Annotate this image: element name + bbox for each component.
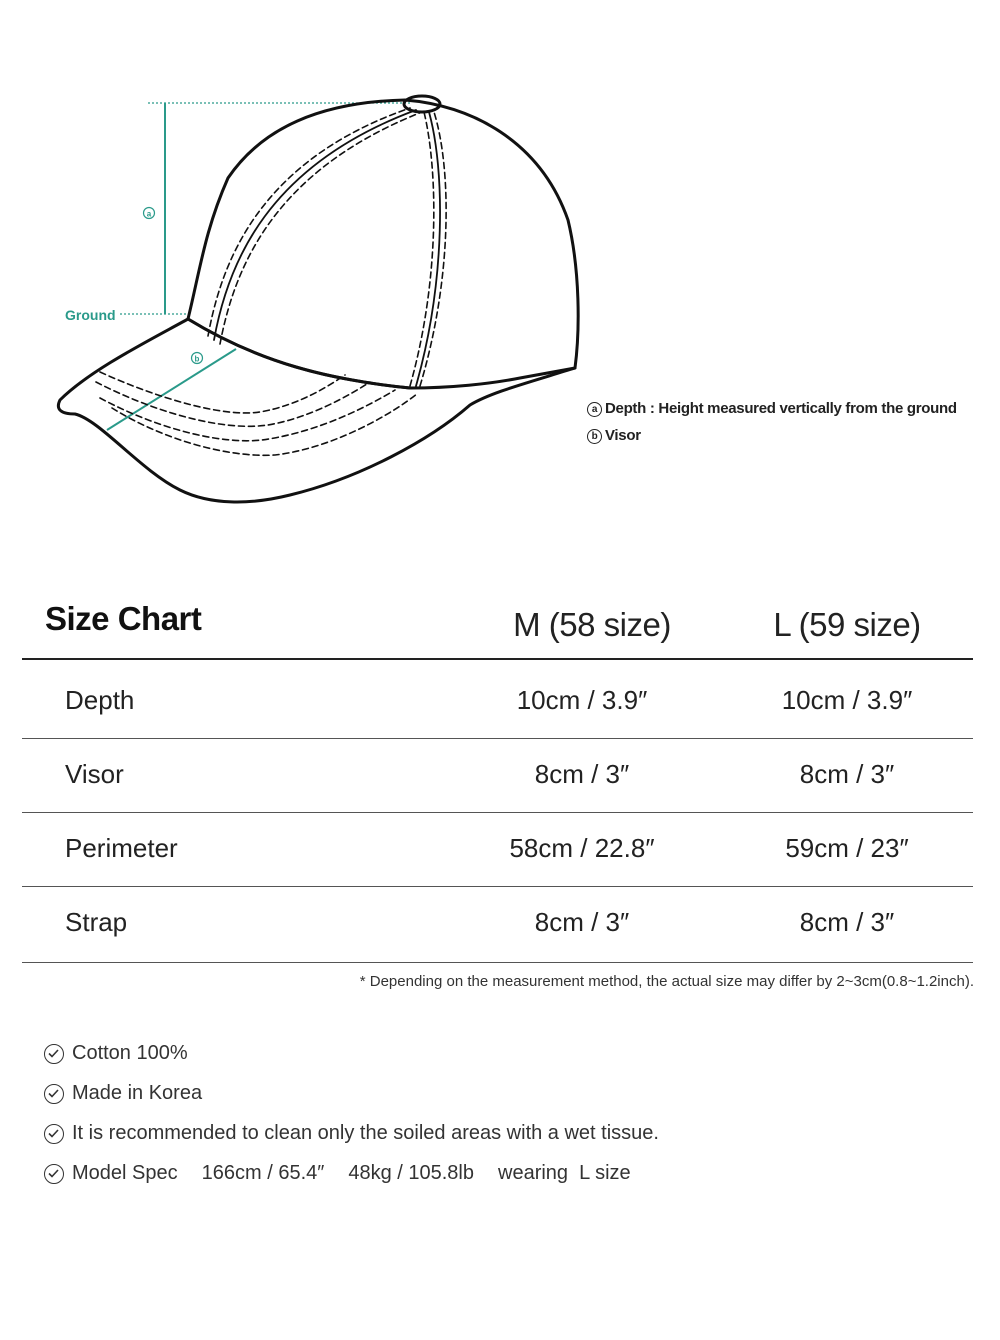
row-label-perimeter: Perimeter: [65, 833, 178, 863]
model-spec-label: Model Spec: [72, 1162, 178, 1184]
check-circle-icon: [44, 1044, 64, 1064]
cell-depth-l: 10cm / 3.9″: [781, 685, 913, 715]
legend-marker-b: b: [587, 429, 602, 444]
size-chart-title: Size Chart: [45, 600, 202, 637]
feature-item: [44, 1082, 202, 1105]
feature-item: [44, 1042, 188, 1065]
table-bottom-divider: [22, 962, 973, 963]
check-circle-icon: [44, 1124, 64, 1144]
legend-visor: [587, 427, 641, 444]
row-divider: [22, 886, 973, 887]
cell-perimeter-l: 59cm / 23″: [785, 833, 909, 863]
cell-strap-m: 8cm / 3″: [534, 907, 630, 937]
check-circle-icon: [44, 1084, 64, 1104]
cap-outline: [58, 96, 578, 502]
column-l: L (59 size): [773, 606, 921, 643]
row-divider: [22, 812, 973, 813]
cell-depth-m: 10cm / 3.9″: [516, 685, 648, 715]
legend-depth: [587, 400, 957, 417]
cap-diagram: [0, 0, 1000, 540]
cell-strap-l: 8cm / 3″: [799, 907, 895, 937]
measurement-note: * Depending on the measurement method, the actual size may differ by 2~3cm(0.8~1.2inch).: [359, 973, 974, 990]
cell-visor-m: 8cm / 3″: [534, 759, 630, 789]
feature-material: Cotton 100%: [72, 1042, 188, 1064]
feature-origin: Made in Korea: [72, 1082, 203, 1104]
marker-b: b: [194, 354, 200, 364]
row-label-visor: Visor: [65, 759, 124, 789]
legend-marker-a: a: [587, 402, 602, 417]
feature-care: It is recommended to clean only the soiled areas with a wet tissue.: [72, 1122, 659, 1144]
feature-item: [44, 1122, 659, 1145]
cell-perimeter-m: 58cm / 22.8″: [509, 833, 655, 863]
column-m: M (58 size): [513, 606, 671, 643]
cell-visor-l: 8cm / 3″: [799, 759, 895, 789]
marker-a: a: [146, 209, 152, 219]
row-label-strap: Strap: [65, 907, 128, 937]
model-spec-height: 166cm / 65.4″: [201, 1162, 325, 1184]
row-label-depth: Depth: [65, 685, 135, 715]
legend-visor-text: Visor: [605, 427, 641, 444]
model-spec: [44, 1162, 631, 1185]
legend-depth-text: Depth : Height measured vertically from the ground: [605, 400, 957, 417]
check-circle-icon: [44, 1164, 64, 1184]
model-spec-weight: 48kg / 105.8lb: [348, 1162, 474, 1184]
ground-label: Ground: [65, 307, 116, 323]
table-header-divider: [22, 658, 973, 660]
row-divider: [22, 738, 973, 739]
model-spec-wearing: wearing L size: [498, 1162, 631, 1184]
